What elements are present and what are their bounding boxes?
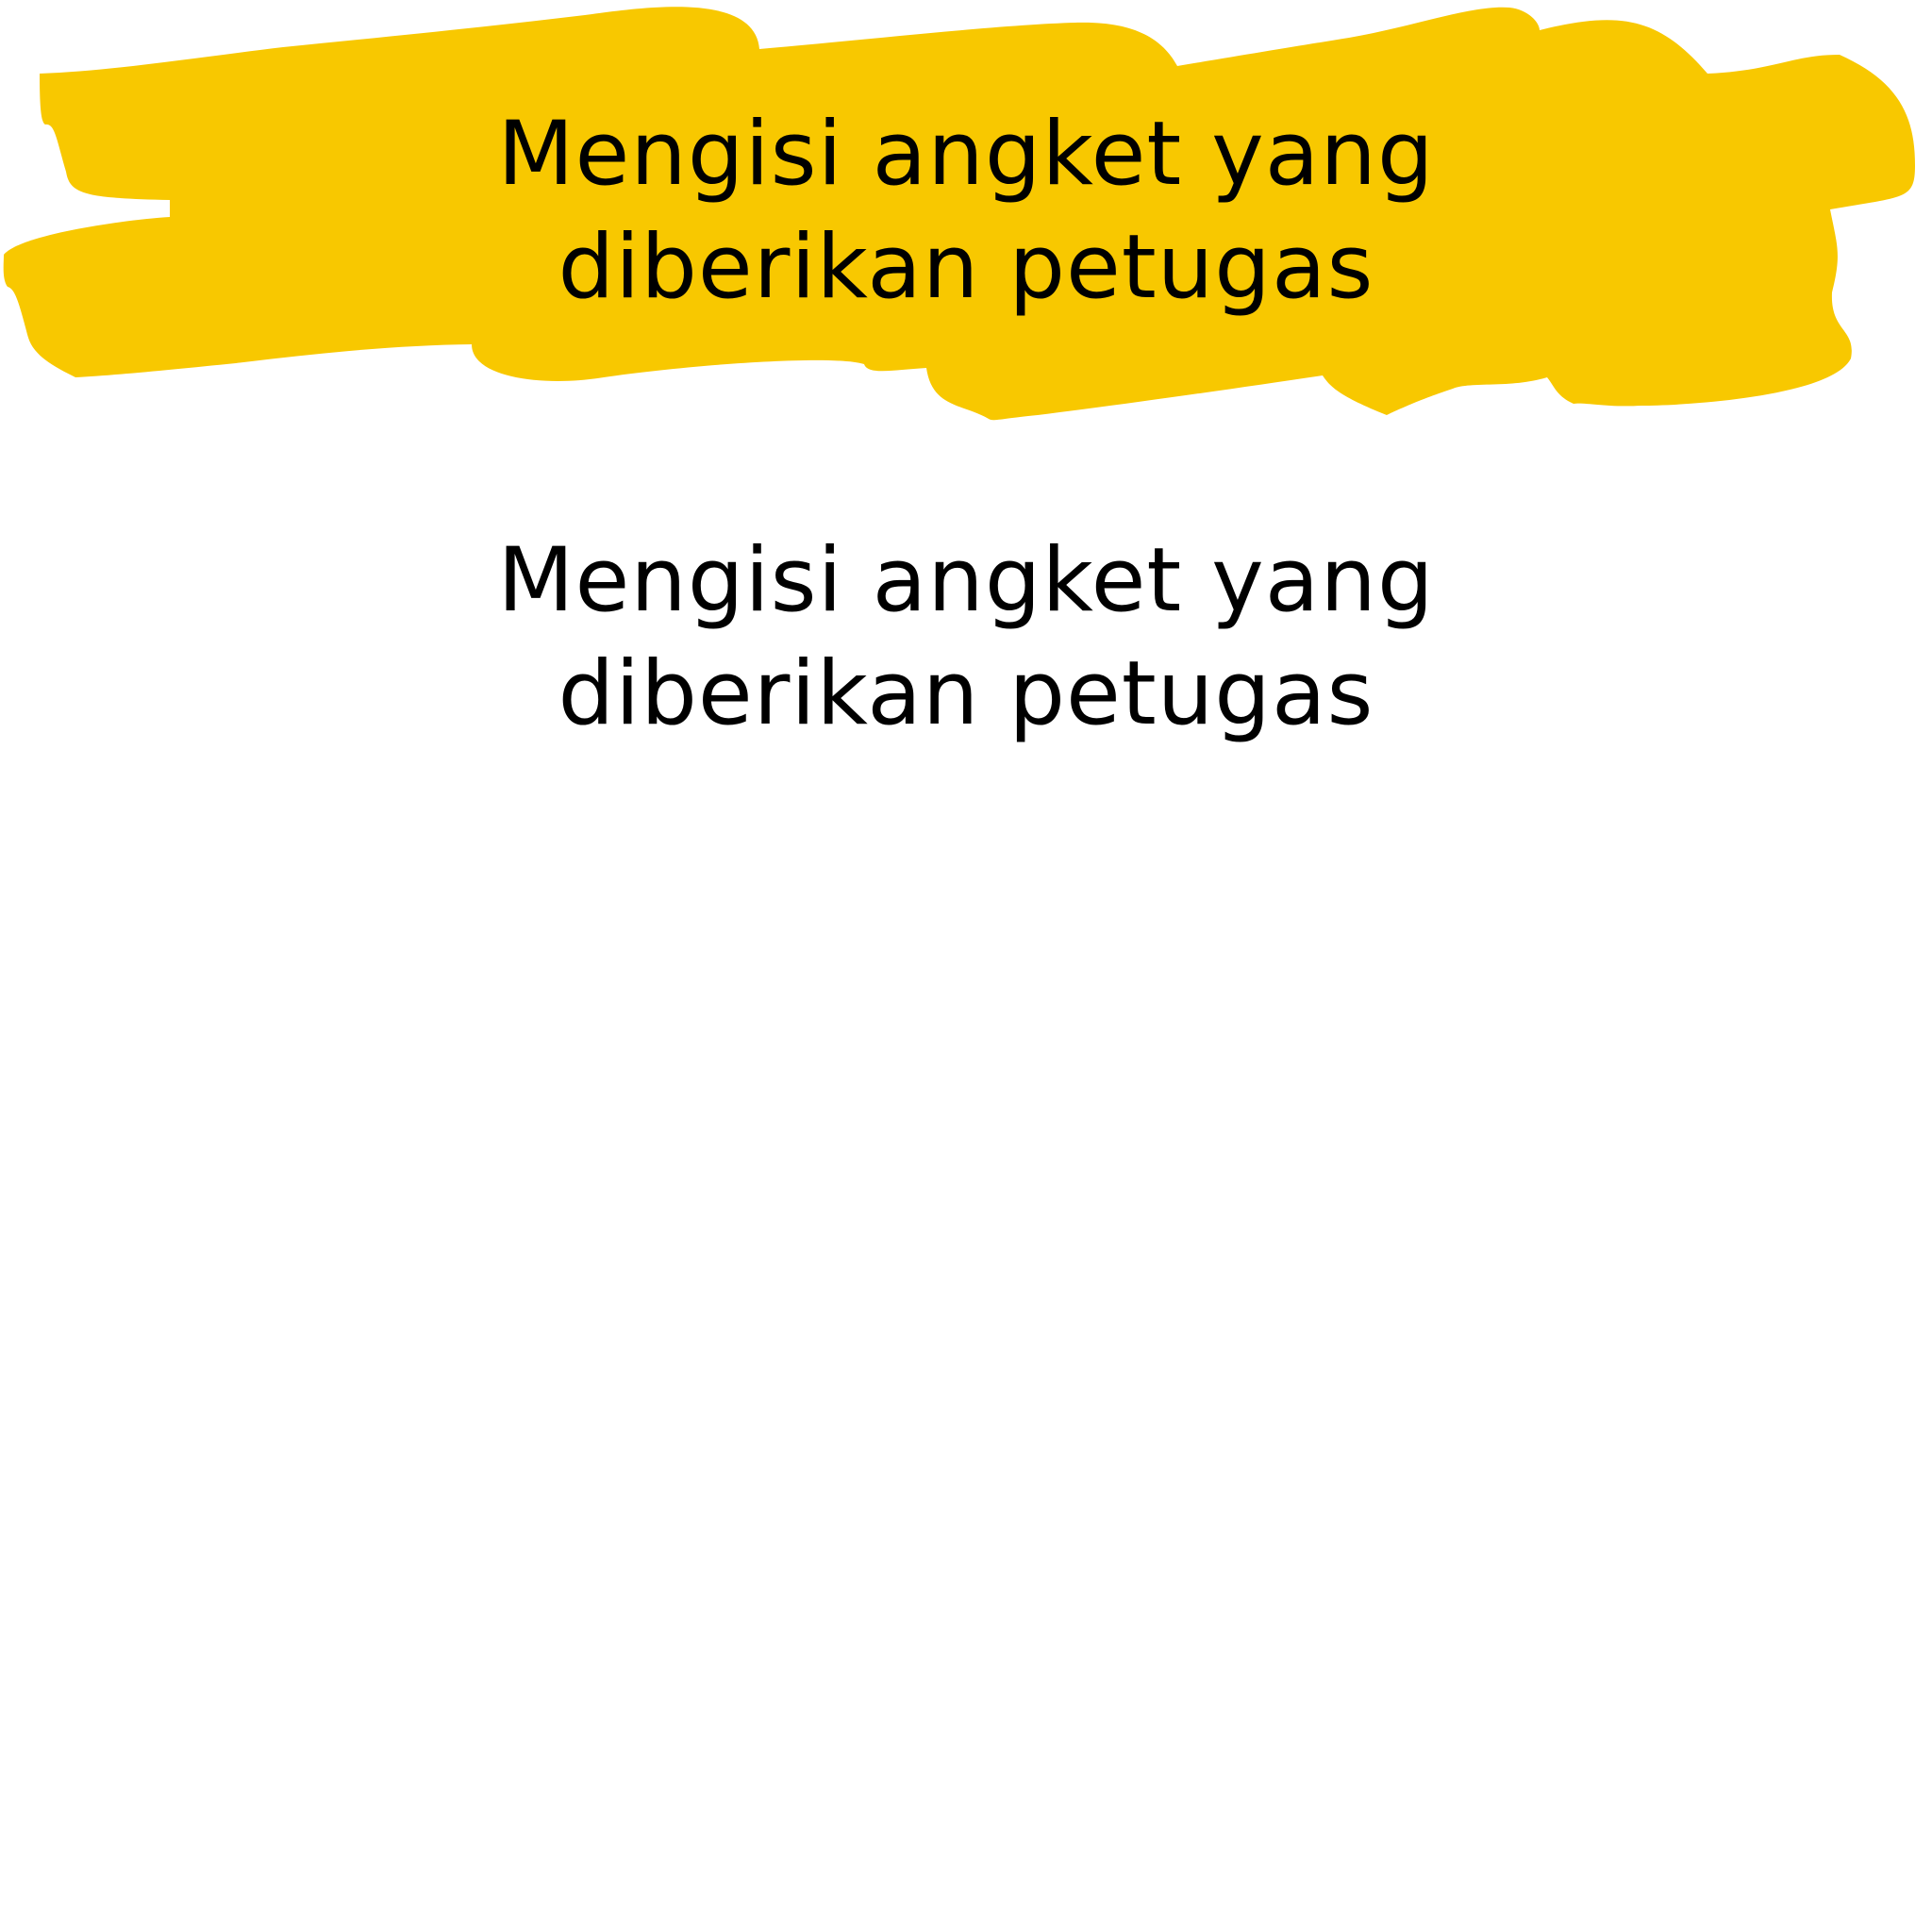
body-caption-line-1: Mengisi angket yang [497, 529, 1435, 632]
banner-caption-line-2: diberikan petugas [558, 216, 1374, 319]
body-caption [0, 525, 1932, 751]
body-caption-line-2: diberikan petugas [558, 642, 1374, 745]
banner-caption [0, 98, 1932, 325]
banner-caption-line-1: Mengisi angket yang [497, 103, 1435, 206]
